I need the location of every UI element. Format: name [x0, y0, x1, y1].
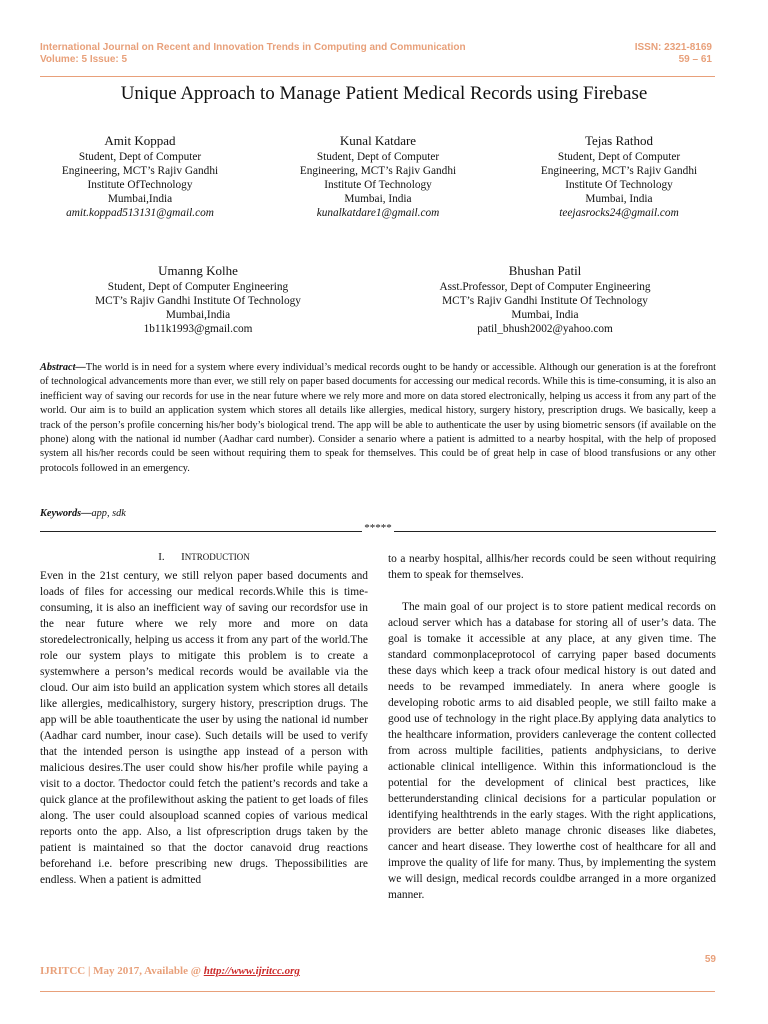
abstract-label: Abstract—	[40, 362, 86, 373]
journal-name: International Journal on Recent and Innovation Trends in Computing and Communication	[40, 42, 466, 53]
body-paragraph: The main goal of our project is to store patient medical records on acloud server which has a database for storing all of user’s data. The goal is tomake it accessible at any place, at any given time. The standard commonplaceprotocol of carrying paper based documents these days which keep a track ofour medical history is out dated and needs to be revamped immediately. In anera where google is developing robotic arms to aid disabled people, we still failto make a good use of technology in the right place.By applying data analytics to the healthcare information, providers canleverage the content collected from across multiple facilities, patients andphysicians, to derive actionable clinical intelligence. Within this informationcloud is the potential for the development of clinical best practices, like betterunderstanding clinical decisions for a particular population or identifying healthtrends in the early stages. With the right applications, providers are better ableto manage chronic diseases like diabetes, cancer and heart disease. They lowerthe cost of healthcare for all and improve the quality of life for many. Thus, by implementing the system we will design, medical records couldbe arranged in a more organized manner.	[388, 601, 716, 901]
abstract	[40, 361, 716, 476]
section-heading	[40, 550, 368, 564]
footer-link[interactable]: http://www.ijritcc.org	[203, 965, 300, 977]
author-email[interactable]: kunalkatdare1@gmail.com	[316, 207, 440, 219]
author-name: Umanng Kolhe	[158, 263, 238, 278]
author-affiliation: Engineering, MCT’s Rajiv Gandhi	[299, 165, 457, 177]
journal-volume: Volume: 5 Issue: 5	[40, 54, 128, 65]
section-title-first: I	[181, 551, 185, 563]
author-name: Kunal Katdare	[339, 133, 417, 148]
left-column	[40, 550, 368, 888]
author-email[interactable]: teejasrocks24@gmail.com	[559, 207, 679, 219]
footer	[40, 965, 300, 977]
author-email[interactable]: 1b11k1993@gmail.com	[143, 323, 253, 335]
separator-stars: *****	[364, 522, 392, 534]
author-email[interactable]: amit.koppad513131@gmail.com	[66, 207, 214, 219]
body-paragraph: Even in the 21st century, we still relyon paper based documents and loads of files for accessing our medical records.While this is time-consuming, it is also an inefficient way of saving our recordsfor use in the near future where we rely more and more on data storedelectronically, helping us access it from any part of the world.The role our system plays to mitigate this problem is to create a systemwhere a person’s medical records would be available via the cloud. Our aim isto build an application system which stores all details like allergies, medicalhistory, surgery history, prescription drugs. The app will be able toauthenticate the user by using the national id number (Aadhar card number, inour case). Such details will be used to verify that the intended person is usingthe app instead of a person with malicious desires.The user could show his/her profile while paying a visit to a doctor. Thedoctor could fetch the patient’s records and take a quick glance at the profilewithout asking the patient to get loads of files along. The user could alsoupload scanned copies of various medical reports onto the app. Also, a list ofprescription drugs taken by the patient is maintained so that the doctor canavoid drug reactions beforehand i.e. before prescribing new drugs. Thepossibilities are endless. When a patient is admitted	[40, 570, 368, 886]
author-block	[405, 262, 685, 336]
author-affiliation: Student, Dept of Computer Engineering	[107, 281, 289, 293]
author-affiliation: Institute OfTechnology	[87, 179, 193, 191]
page-number: 59	[704, 954, 716, 965]
author-block	[58, 262, 338, 336]
author-affiliation: Student, Dept of Computer	[316, 151, 440, 163]
author-affiliation: MCT’s Rajiv Gandhi Institute Of Technology	[95, 295, 301, 307]
author-name: Amit Koppad	[104, 133, 176, 148]
section-separator	[40, 521, 716, 535]
keywords	[40, 507, 126, 521]
author-block	[278, 132, 478, 220]
author-name: Tejas Rathod	[584, 133, 654, 148]
journal-issn: ISSN: 2321-8169	[634, 42, 712, 53]
author-affiliation: MCT’s Rajiv Gandhi Institute Of Technology	[442, 295, 648, 307]
journal-pages: 59 – 61	[678, 54, 712, 65]
paper-title: Unique Approach to Manage Patient Medical Records using Firebase	[120, 83, 648, 104]
author-affiliation: Engineering, MCT’s Rajiv Gandhi	[61, 165, 219, 177]
author-affiliation: Student, Dept of Computer	[78, 151, 202, 163]
separator-line	[394, 531, 716, 532]
footer-text: IJRITCC | May 2017, Available @	[40, 965, 204, 977]
keywords-label: Keywords—	[40, 508, 92, 519]
footer-rule	[40, 991, 715, 992]
author-location: Mumbai, India	[511, 309, 579, 321]
author-location: Mumbai, India	[585, 193, 653, 205]
section-title-rest: NTRODUCTION	[184, 552, 250, 562]
author-name: Bhushan Patil	[508, 263, 582, 278]
author-email[interactable]: patil_bhush2002@yahoo.com	[477, 323, 613, 335]
author-affiliation: Institute Of Technology	[324, 179, 432, 191]
header-rule	[40, 76, 715, 77]
author-affiliation: Institute Of Technology	[565, 179, 673, 191]
author-location: Mumbai,India	[165, 309, 231, 321]
body-paragraph: to a nearby hospital, allhis/her records could be seen without requiring them to speak for themselves.	[388, 553, 716, 581]
separator-line	[40, 531, 362, 532]
keywords-value: app, sdk	[91, 508, 126, 519]
author-location: Mumbai,India	[107, 193, 173, 205]
author-block	[519, 132, 719, 220]
section-number: I.	[158, 551, 165, 563]
right-column	[388, 551, 716, 903]
abstract-text: The world is in need for a system where every individual’s medical records ought to be handy or accessible. Although our generation is at the forefront of technological advancements more than ever, we still rely on paper based documents for accessing our medical records. While this is time-consuming, it is also an inefficient way of saving our records for use in the near future where we rely more and more on data stored electronically, helping us access it from any part of the world. Our aim is to build an application system which stores all details like allergies, medical history, surgery history, prescription drugs. We basically, keep a track of the person’s profile concerning his/her body’s biological trend. The app will be able to authenticate the user by using biometric sensors (if available on the phone) along with the national id number (Aadhar card number). Consider a senario where a patient is admitted to a nearby hospital, with the help of proposed system all his/her records could be seen without requiring them to speak for themselves. This could be of great help in case of blood transfusions or any other protocols followed in an emergency.	[40, 362, 716, 474]
author-affiliation: Student, Dept of Computer	[557, 151, 681, 163]
author-affiliation: Engineering, MCT’s Rajiv Gandhi	[540, 165, 698, 177]
author-location: Mumbai, India	[344, 193, 412, 205]
author-affiliation: Asst.Professor, Dept of Computer Engineering	[439, 281, 651, 293]
author-block	[40, 132, 240, 220]
